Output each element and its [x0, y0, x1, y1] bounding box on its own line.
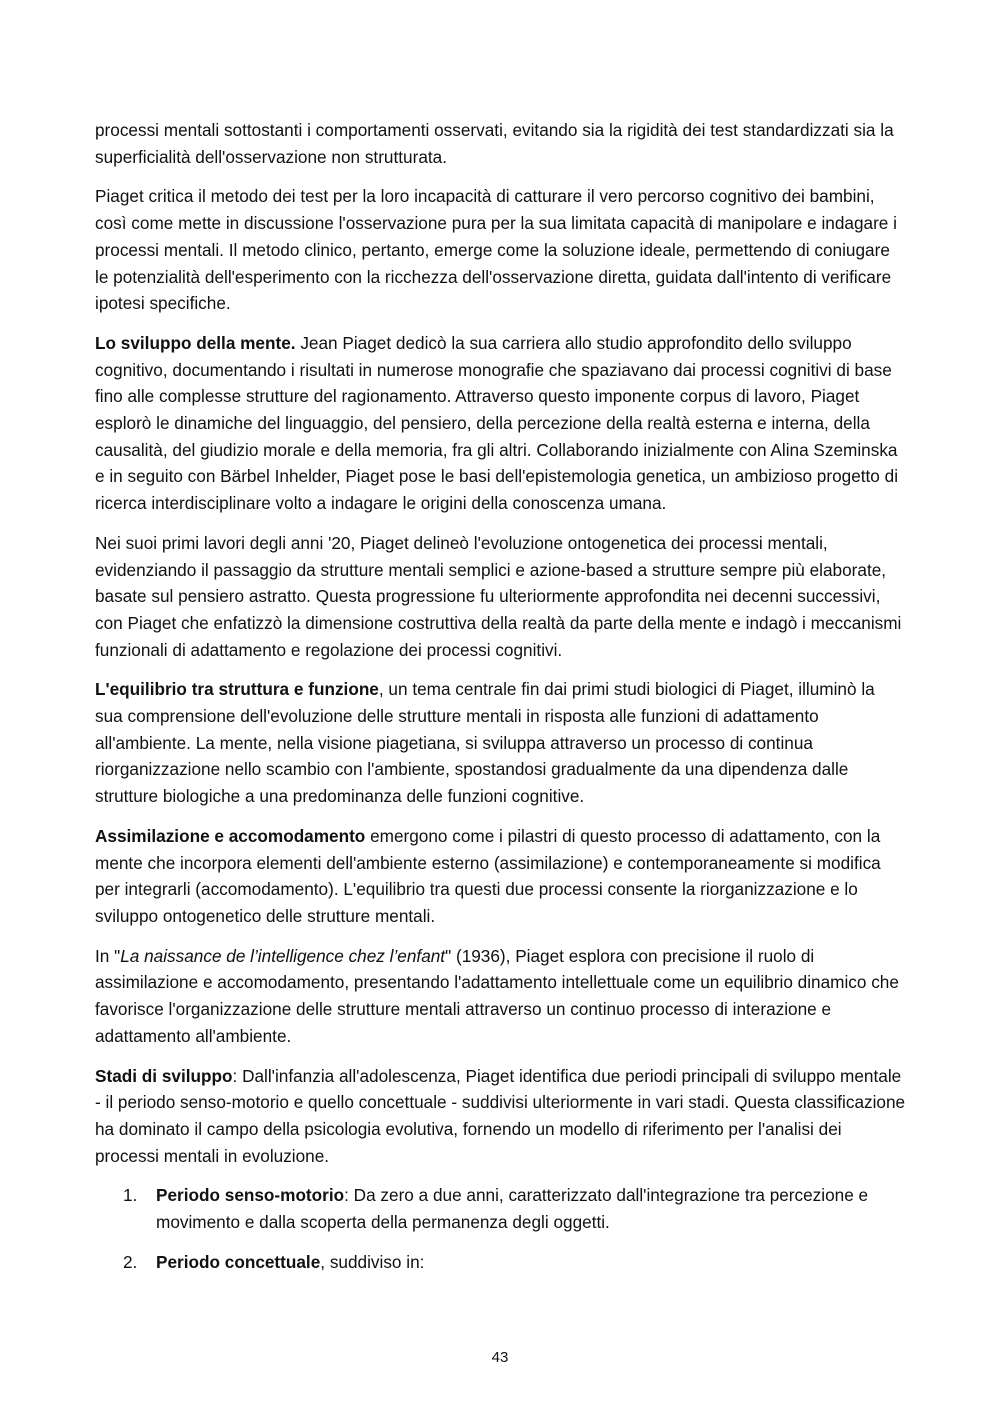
page-number: 43 [491, 1349, 509, 1366]
paragraph-text: processi mentali sottostanti i comportamenti osservati, evitando sia la rigidità dei test standardizzati sia la superficialità dell'osservazione non strutturata. [95, 120, 894, 167]
paragraph [95, 117, 907, 170]
list-item [95, 1182, 907, 1235]
list-item-text: , suddiviso in: [320, 1251, 425, 1272]
book-title: La naissance de l’intelligence chez l’enfant [120, 945, 446, 966]
paragraph [95, 183, 907, 317]
paragraph [95, 823, 907, 930]
page-body [95, 117, 907, 1288]
list-item [95, 1249, 907, 1276]
paragraph-text: In " [95, 945, 121, 966]
paragraph [95, 1063, 907, 1170]
section-heading-inline: Stadi di sviluppo [95, 1065, 233, 1086]
list-item-number: 2. [123, 1251, 138, 1272]
list-item-heading: Periodo senso-motorio [156, 1185, 345, 1206]
paragraph-text: emergono come i pilastri di questo processo di adattamento, con la mente che incorpora elementi dell'ambiente esterno (assimilazione) e contemporaneamente si modifica per integrarli (accomodamento). L'equilibrio tra questi due processi consente la riorganizzazione e lo sviluppo ontogenetico delle strutture mentali. [95, 825, 881, 926]
paragraph-text: " (1936), Piaget esplora con precisione il ruolo di assimilazione e accomodamento, presentando l'adattamento intellettuale come un equilibrio dinamico che favorisce l'organizzazione delle strutture mentali attraverso un continuo processo di interazione e adattamento all'ambiente. [95, 945, 899, 1046]
numbered-list [95, 1182, 907, 1275]
paragraph [95, 943, 907, 1050]
paragraph [95, 330, 907, 517]
paragraph-text: Jean Piaget dedicò la sua carriera allo studio approfondito dello sviluppo cognitivo, documentando i risultati in numerose monografie che spaziavano dai processi cognitivi di base fino alle complesse strutture del ragionamento. Attraverso questo imponente corpus di lavoro, Piaget esplorò le dinamiche del linguaggio, del pensiero, della percezione della realtà esterna e interna, della causalità, del giudizio morale e della memoria, fra gli altri. Collaborando inizialmente con Alina Szeminska e in seguito con Bärbel Inhelder, Piaget pose le basi dell'epistemologia genetica, un ambizioso progetto di ricerca interdisciplinare volto a indagare le origini della conoscenza umana. [95, 332, 899, 514]
list-item-text: : Da zero a due anni, caratterizzato dall'integrazione tra percezione e movimento e dalla scoperta della permanenza degli oggetti. [156, 1185, 869, 1233]
list-item-number: 1. [123, 1185, 138, 1206]
paragraph-text: Piaget critica il metodo dei test per la loro incapacità di catturare il vero percorso cognitivo dei bambini, così come mette in discussione l'osservazione pura per la sua limitata capacità di manipolare e indagare i processi mentali. Il metodo clinico, pertanto, emerge come la soluzione ideale, permettendo di coniugare le potenzialità dell'esperimento con la ricchezza dell'osservazione diretta, guidata dall'intento di verificare ipotesi specifiche. [95, 186, 897, 314]
paragraph-text: Nei suoi primi lavori degli anni '20, Piaget delineò l'evoluzione ontogenetica dei processi mentali, evidenziando il passaggio da strutture mentali semplici e azione-based a strutture sempre più elaborate, basate sul pensiero astratto. Questa progressione fu ulteriormente approfondita nei decenni successivi, con Piaget che enfatizzò la dimensione costruttiva della realtà da parte della mente e indagò i meccanismi funzionali di adattamento e regolazione dei processi cognitivi. [95, 532, 902, 660]
section-heading-inline: Assimilazione e accomodamento [95, 825, 366, 846]
paragraph-text: , un tema centrale fin dai primi studi biologici di Piaget, illuminò la sua comprensione dell'evoluzione delle strutture mentali in risposta alle funzioni di adattamento all'ambiente. La mente, nella visione piagetiana, si sviluppa attraverso un processo di continua riorganizzazione nello scambio con l'ambiente, spostandosi gradualmente da una dipendenza dalle strutture biologiche a una predominanza delle funzioni cognitive. [95, 679, 875, 807]
section-heading-inline: L'equilibrio tra struttura e funzione [95, 679, 379, 700]
paragraph-text: : Dall'infanzia all'adolescenza, Piaget identifica due periodi principali di sviluppo mentale - il periodo senso-motorio e quello concettuale - suddivisi ulteriormente in vari stadi. Questa classificazione ha dominato il campo della psicologia evolutiva, fornendo un modello di riferimento per l'analisi dei processi mentali in evoluzione. [95, 1065, 906, 1166]
paragraph [95, 530, 907, 664]
list-item-heading: Periodo concettuale [156, 1251, 321, 1272]
section-heading-inline: Lo sviluppo della mente. [95, 332, 296, 353]
paragraph [95, 676, 907, 810]
